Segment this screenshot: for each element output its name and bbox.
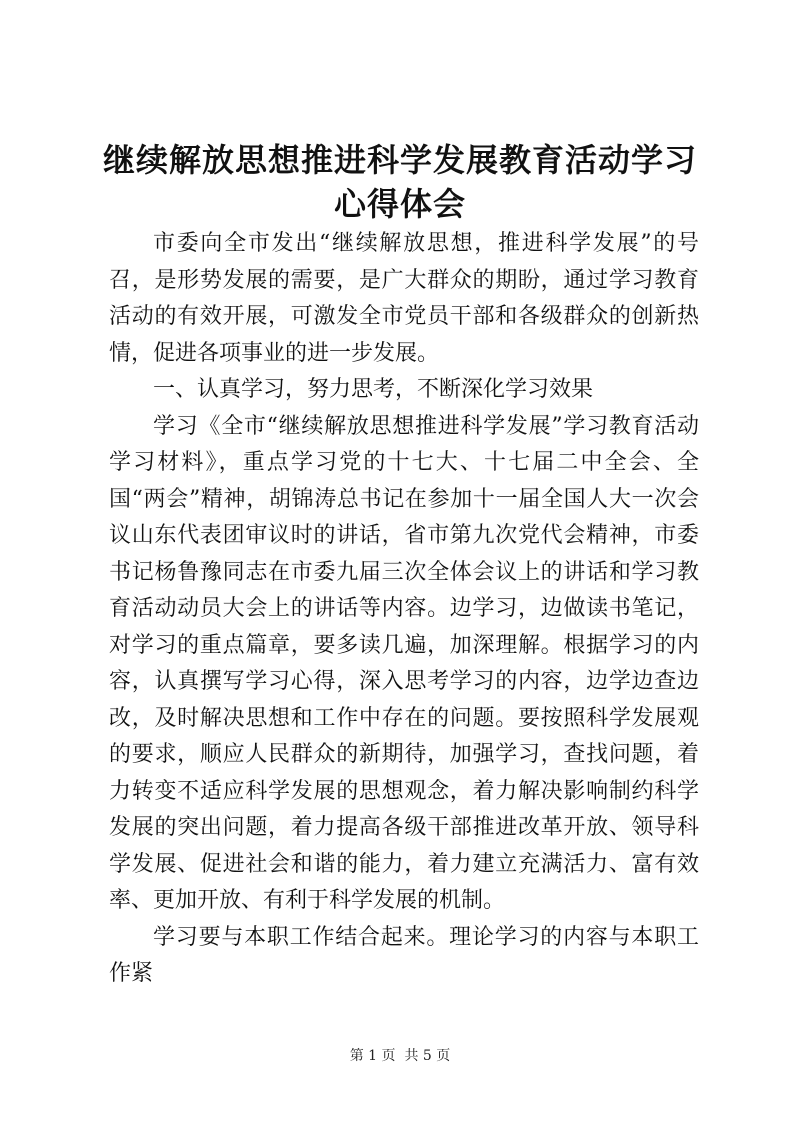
page-footer [0, 1046, 800, 1066]
paragraph-intro: 市委向全市发出“继续解放思想，推进科学发展”的号召，是形势发展的需要，是广大群众的期盼，通过学习教育活动的有效开展，可激发全市党员干部和各级群众的创新热情，促进各项事业的进一步发展。 [109, 231, 699, 366]
document-title: 继续解放思想推进科学发展教育活动学习心得体会 [102, 141, 697, 223]
document-body [109, 226, 699, 993]
section-heading: 一、认真学习，努力思考，不断深化学习效果 [153, 377, 594, 402]
paragraph-work-integration: 学习要与本职工作结合起来。理论学习的内容与本职工作紧 [109, 924, 699, 986]
paragraph-study-content: 学习《全市“继续解放思想推进科学发展”学习教育活动学习材料》，重点学习党的十七大、十七届二中全会、全国“两会”精神，胡锦涛总书记在参加十一届全国人大一次会议山东代表团审议时的讲话，省市第九次党代会精神，市委书记杨鲁豫同志在市委九届三次全体会议上的讲话和学习教育活动动员大会上的讲话等内容。边学习，边做读书笔记，对学习的重点篇章，要多读几遍，加深理解。根据学习的内容，认真撰写学习心得，深入思考学习的内容，边学边查边改，及时解决思想和工作中存在的问题。要按照科学发展观的要求，顺应人民群众的新期待，加强学习，查找问题，着力转变不适应科学发展的思想观念，着力解决影响制约科学发展的突出问题，着力提高各级干部推进改革开放、领导科学发展、促进社会和谐的能力，着力建立充满活力、富有效率、更加开放、有利于科学发展的机制。 [109, 413, 699, 913]
page-number-label: 第 1 页 共 5 页 [349, 1048, 451, 1064]
